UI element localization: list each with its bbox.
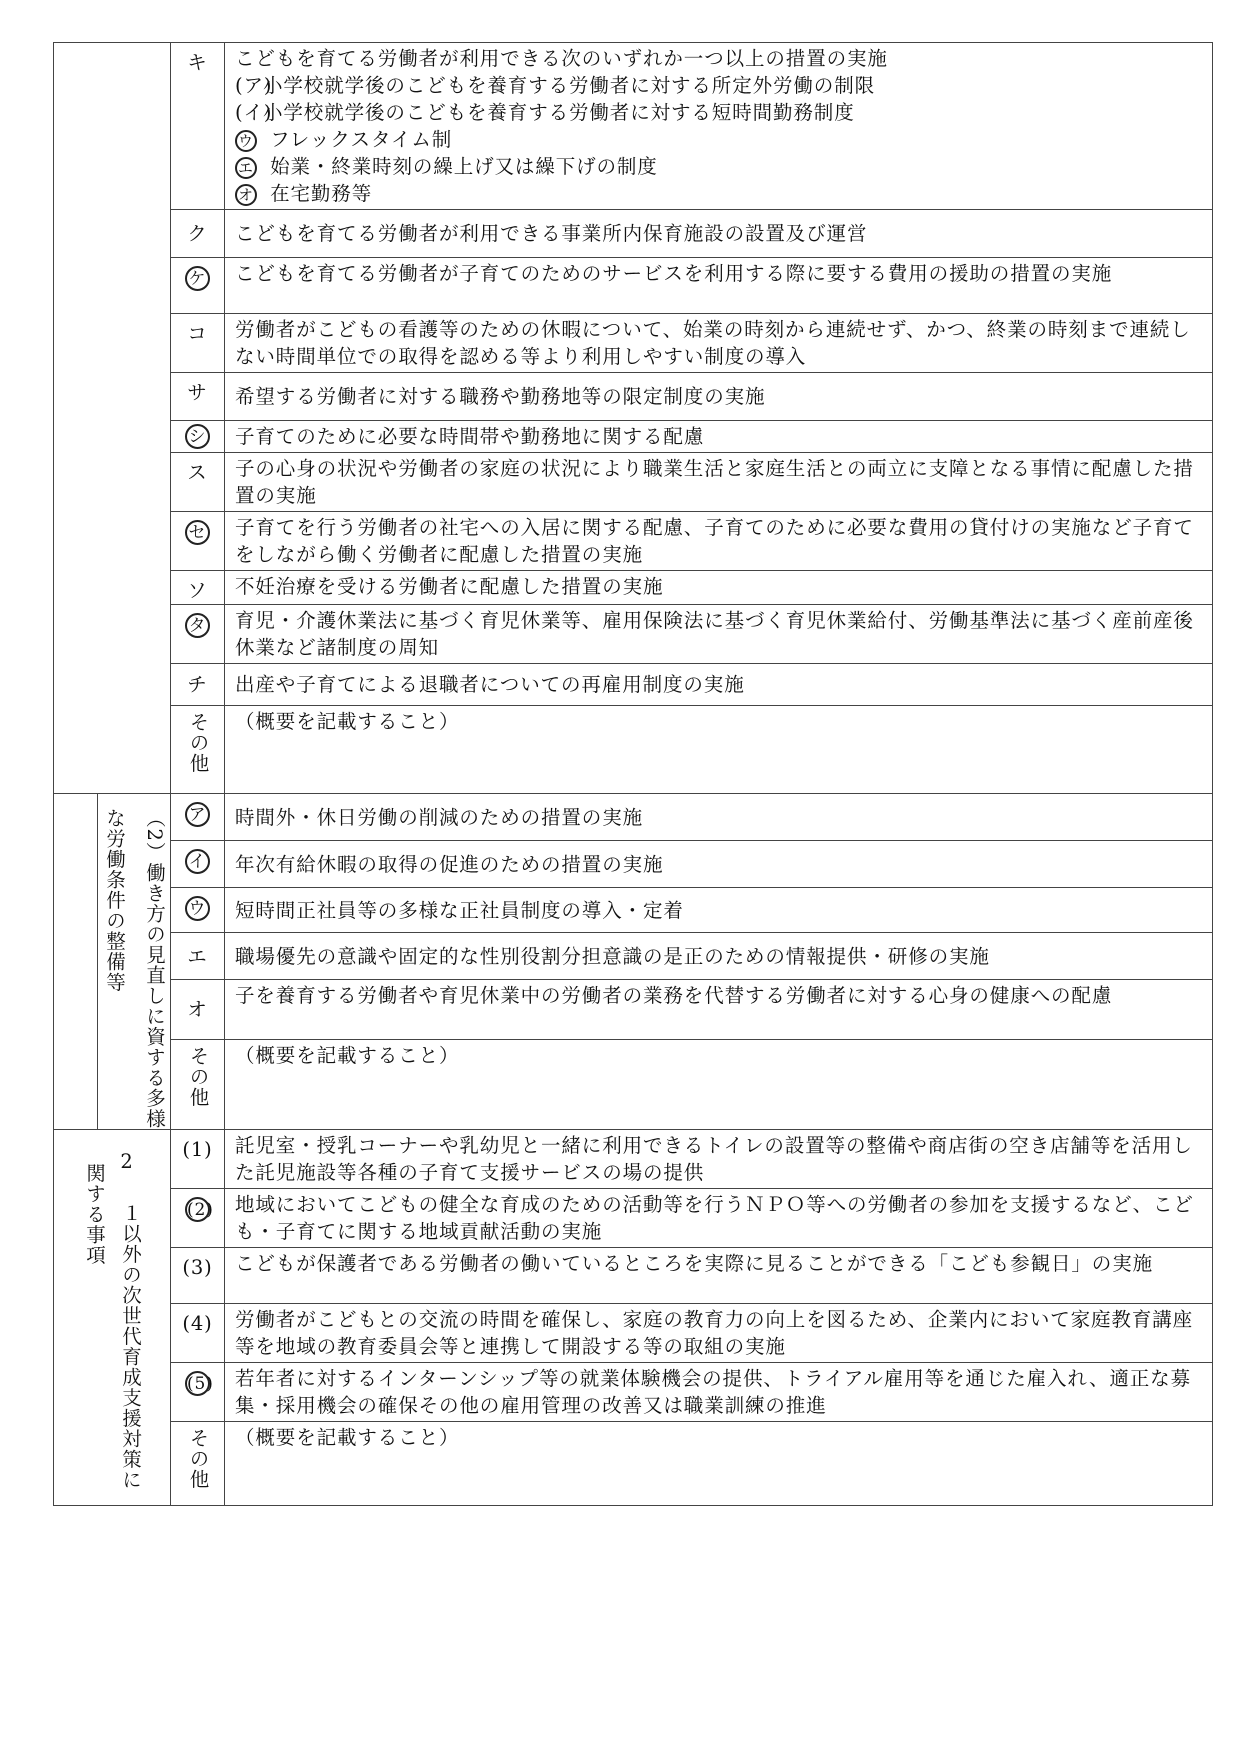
item-1: 託児室・授乳コーナーや乳幼児と一緒に利用できるトイレの設置等の整備や商店街の空き店舗等を活用した託児施設等各種の子育て支援サービスの場の提供 — [225, 1129, 1213, 1188]
other-label: その他 — [171, 706, 225, 794]
item-mark: ソ — [171, 571, 225, 605]
circle-mark: (2) — [185, 1197, 210, 1222]
item-mark: エ — [171, 933, 225, 980]
item-mark — [171, 605, 225, 664]
section1-left-margin — [54, 794, 98, 1130]
item-mark — [171, 888, 225, 933]
other-text: （概要を記載すること） — [225, 1040, 1213, 1130]
item-mark: ス — [171, 453, 225, 512]
item-mark: コ — [171, 314, 225, 373]
circle-mark: タ — [185, 613, 210, 638]
item-su: 子の心身の状況や労働者の家庭の状況により職業生活と家庭生活との両立に支障となる事情に配慮した措置の実施 — [225, 453, 1213, 512]
item-mark — [171, 794, 225, 841]
other-text: （概要を記載すること） — [225, 1421, 1213, 1505]
other-text: （概要を記載すること） — [225, 706, 1213, 794]
item-ke: こどもを育てる労働者が子育てのためのサービスを利用する際に要する費用の援助の措置の実施 — [225, 258, 1213, 314]
section1-sub-margin — [98, 43, 171, 794]
item-mark — [171, 421, 225, 453]
item-mark: (3) — [171, 1247, 225, 1303]
item-a: 時間外・休日労働の削減のための措置の実施 — [225, 794, 1213, 841]
item-3: こどもが保護者である労働者の働いているところを実際に見ることができる「こども参観日」の実施 — [225, 1247, 1213, 1303]
item-sa: 希望する労働者に対する職務や勤務地等の限定制度の実施 — [225, 373, 1213, 421]
item-ta: 育児・介護休業法に基づく育児休業等、雇用保険法に基づく育児休業給付、労働基準法に基づく産前産後休業など諸制度の周知 — [225, 605, 1213, 664]
item-mark — [171, 258, 225, 314]
item-ki: こどもを育てる労働者が利用できる次のいずれか一つ以上の措置の実施 (ア)小学校就学後のこどもを養育する労働者に対する所定外労働の制限 (イ)小学校就学後のこどもを養育する労働者に対する短時間勤務制度 ウ フレックスタイム制 エ 始業・終業時刻の繰上げ又は繰下げの制度 オ 在宅勤務等 — [225, 43, 1213, 210]
section2-heading: 2 １以外の次世代育成支援対策に 関する事項 — [54, 1129, 171, 1505]
circle-mark: エ — [235, 157, 257, 179]
circle-mark: (5) — [185, 1371, 210, 1396]
item-se: 子育てを行う労働者の社宅への入居に関する配慮、子育てのために必要な費用の貸付けの実施など子育てをしながら働く労働者に配慮した措置の実施 — [225, 512, 1213, 571]
item-mark: キ — [171, 43, 225, 210]
item-mark — [171, 1362, 225, 1421]
item-e: 職場優先の意識や固定的な性別役割分担意識の是正のための情報提供・研修の実施 — [225, 933, 1213, 980]
item-2: 地域においてこどもの健全な育成のための活動等を行うＮＰＯ等への労働者の参加を支援するなど、こども・子育てに関する地域貢献活動の実施 — [225, 1188, 1213, 1247]
item-ko: 労働者がこどもの看護等のための休暇について、始業の時刻から連続せず、かつ、終業の時刻まで連続しない時間単位での取得を認める等より利用しやすい制度の導入 — [225, 314, 1213, 373]
item-mark: ク — [171, 210, 225, 258]
other-label: その他 — [171, 1421, 225, 1505]
circle-mark: ア — [185, 802, 210, 827]
item-o: 子を養育する労働者や育児休業中の労働者の業務を代替する労働者に対する心身の健康への配慮 — [225, 980, 1213, 1040]
item-mark: オ — [171, 980, 225, 1040]
circle-mark: ウ — [185, 896, 210, 921]
circle-mark: ウ — [235, 130, 257, 152]
item-4: 労働者がこどもとの交流の時間を確保し、家庭の教育力の向上を図るため、企業内において家庭教育講座等を地域の教育委員会等と連携して開設する等の取組の実施 — [225, 1303, 1213, 1362]
item-ku: こどもを育てる労働者が利用できる事業所内保育施設の設置及び運営 — [225, 210, 1213, 258]
item-mark: (4) — [171, 1303, 225, 1362]
circle-mark: オ — [235, 184, 257, 206]
circle-mark: イ — [185, 849, 210, 874]
circle-mark: シ — [185, 424, 210, 449]
item-mark — [171, 512, 225, 571]
subitem-o: オ 在宅勤務等 — [235, 180, 1206, 207]
subitem-u: ウ フレックスタイム制 — [235, 126, 1206, 153]
item-i: 年次有給休暇の取得の促進のための措置の実施 — [225, 841, 1213, 888]
circle-mark: セ — [185, 520, 210, 545]
subitem-i: (イ)小学校就学後のこどもを養育する労働者に対する短時間勤務制度 — [235, 101, 855, 124]
item-mark: サ — [171, 373, 225, 421]
subitem-a: (ア)小学校就学後のこどもを養育する労働者に対する所定外労働の制限 — [235, 74, 876, 97]
item-mark: チ — [171, 664, 225, 706]
item-mark — [171, 1188, 225, 1247]
item-so: 不妊治療を受ける労働者に配慮した措置の実施 — [225, 571, 1213, 605]
other-label: その他 — [171, 1040, 225, 1130]
item-mark: (1) — [171, 1129, 225, 1188]
circle-mark: ケ — [185, 266, 210, 291]
item-shi: 子育てのために必要な時間帯や勤務地に関する配慮 — [225, 421, 1213, 453]
item-chi: 出産や子育てによる退職者についての再雇用制度の実施 — [225, 664, 1213, 706]
measures-table — [53, 42, 1213, 1506]
item-u: 短時間正社員等の多様な正社員制度の導入・定着 — [225, 888, 1213, 933]
section1-2-heading: （2）働き方の見直しに資する多様 な労働条件の整備等 — [98, 794, 171, 1130]
item-5: 若年者に対するインターンシップ等の就業体験機会の提供、トライアル雇用等を通じた雇入れ、適正な募集・採用機会の確保その他の雇用管理の改善又は職業訓練の推進 — [225, 1362, 1213, 1421]
subitem-e: エ 始業・終業時刻の繰上げ又は繰下げの制度 — [235, 153, 1206, 180]
section1-left-margin — [54, 43, 98, 794]
item-mark — [171, 841, 225, 888]
